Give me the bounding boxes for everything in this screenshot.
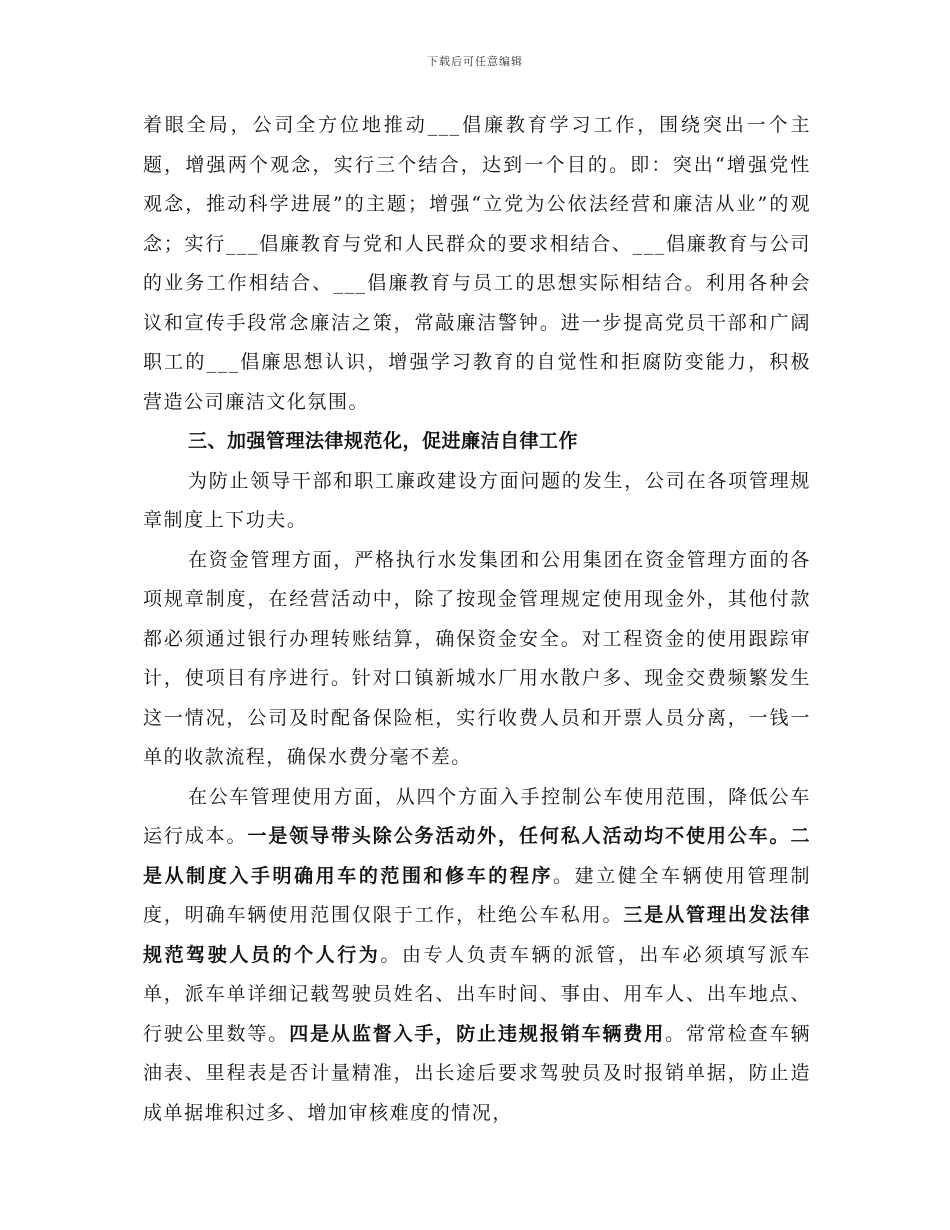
document-body	[143, 106, 811, 1133]
section-heading-3: 三、加强管理法律规范化，促进廉洁自律工作	[188, 430, 579, 452]
vehicle-point-2-detail: 。建立健全车辆使用管理制度，明确车辆使用范围仅限于工作，杜绝公车私用。	[143, 864, 811, 926]
vehicle-point-3-detail: 。由专人负责车辆的派管，出车必须填写派车单，派车单详细记载驾驶员姓名、出车时间、事由、用车人、出车地点、行驶公里数等。	[143, 943, 811, 1045]
vehicle-intro-text: 在公车管理使用方面，从四个方面入手控制公车使用范围，降低公车运行成本。	[143, 785, 811, 847]
paragraph-integrity-education: 着眼全局，公司全方位地推动___倡廉教育学习工作，围绕突出一个主题，增强两个观念，实行三个结合，达到一个目的。即：突出“增强党性观念，推动科学进展”的主题；增强“立党为公依法经营和廉洁从业”的观念；实行___倡廉教育与党和人民群众的要求相结合、___倡廉教育与公司的业务工作相结合、___倡廉教育与员工的思想实际相结合。利用各种会议和宣传手段常念廉洁之策，常敲廉洁警钟。进一步提高党员干部和广阔职工的___倡廉思想认识，增强学习教育的自觉性和拒腐防变能力，积极营造公司廉洁文化氛围。	[143, 114, 811, 413]
paragraph-management-rules: 为防止领导干部和职工廉政建设方面问题的发生，公司在各项管理规章制度上下功夫。	[143, 469, 811, 531]
paragraph-fund-management: 在资金管理方面，严格执行水发集团和公用集团在资金管理方面的各项规章制度，在经营活动中，除了按现金管理规定使用现金外，其他付款都必须通过银行办理转账结算，确保资金安全。对工程资金的使用跟踪审计，使项目有序进行。针对口镇新城水厂用水散户多、现金交费频繁发生这一情况，公司及时配备保险柜，实行收费人员和开票人员分离，一钱一单的收款流程，确保水费分毫不差。	[143, 548, 811, 768]
vehicle-point-4: 四是从监督入手，防止违规报销车辆费用	[289, 1022, 666, 1045]
vehicle-point-1-2: 一是领导带头除公务活动外，任何私人活动均不使用公车。二是从制度入手明确用车的范围和修车的程序	[143, 825, 811, 887]
vehicle-point-4-detail: 。常常检查车辆油表、里程表是否计量精准，出长途后要求驾驶员及时报销单据，防止造成单据堆积过多、增加审核难度的情况，	[143, 1022, 811, 1124]
vehicle-point-3: 三是从管理出发法律规范驾驶人员的个人行为	[143, 904, 812, 966]
paragraph-vehicle-management	[143, 778, 811, 1134]
page-header: 下载后可任意编辑	[427, 55, 523, 68]
